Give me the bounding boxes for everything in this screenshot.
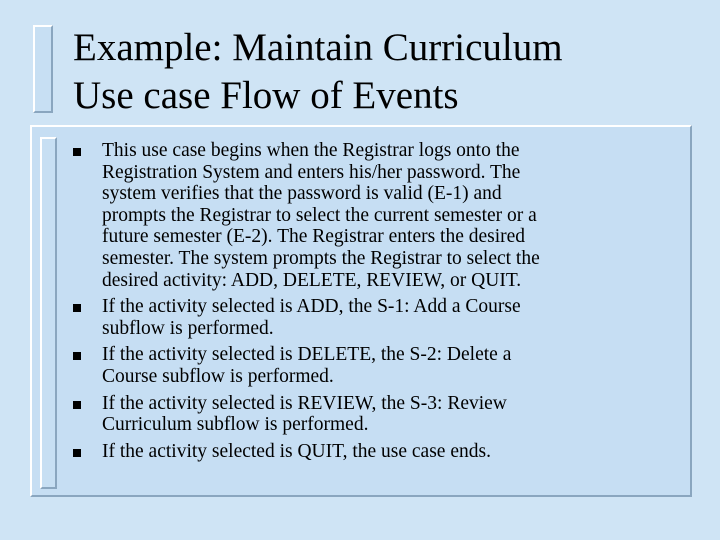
slide-title-line-1: Example: Maintain Curriculum [73,26,563,69]
bullet-line: subflow is performed. [102,317,274,339]
bullet-line: If the activity selected is DELETE, the S-2: Delete a [102,344,512,366]
bullet-text [102,441,685,463]
bullet-line: If the activity selected is REVIEW, the S-3: Review [102,392,507,414]
bullet-item-3 [70,344,685,387]
slide-title [73,24,703,120]
bullet-list [70,140,685,467]
bullet-line: If the activity selected is ADD, the S-1: Add a Course [102,296,521,318]
bullet-text [102,344,685,387]
bullet-item-5 [70,441,685,463]
square-bullet-icon [73,304,81,312]
bullet-line: semester. The system prompts the Registrar to select the [102,247,540,269]
bullet-item-4 [70,393,685,436]
bullet-line: Registration System and enters his/her password. The [102,161,521,183]
bullet-line: This use case begins when the Registrar logs onto the [102,140,520,161]
bullet-line: prompts the Registrar to select the current semester or a [102,204,537,226]
bullet-line: desired activity: ADD, DELETE, REVIEW, or QUIT. [102,269,522,291]
bullet-text [102,140,685,291]
bullet-text [102,296,685,339]
slide-title-line-2: Use case Flow of Events [73,74,459,117]
bullet-line: If the activity selected is QUIT, the use case ends. [102,440,491,462]
bullet-item-1 [70,140,685,291]
title-accent-bar [33,25,53,113]
square-bullet-icon [73,401,81,409]
bullet-item-2 [70,296,685,339]
bullet-line: system verifies that the password is valid (E-1) and [102,183,502,205]
square-bullet-icon [73,352,81,360]
bullet-text [102,393,685,436]
square-bullet-icon [73,449,81,457]
bullet-line: Course subflow is performed. [102,365,334,387]
content-accent-bar [40,137,57,489]
bullet-line: Curriculum subflow is performed. [102,414,369,436]
square-bullet-icon [73,148,81,156]
bullet-line: future semester (E-2). The Registrar enters the desired [102,226,526,248]
